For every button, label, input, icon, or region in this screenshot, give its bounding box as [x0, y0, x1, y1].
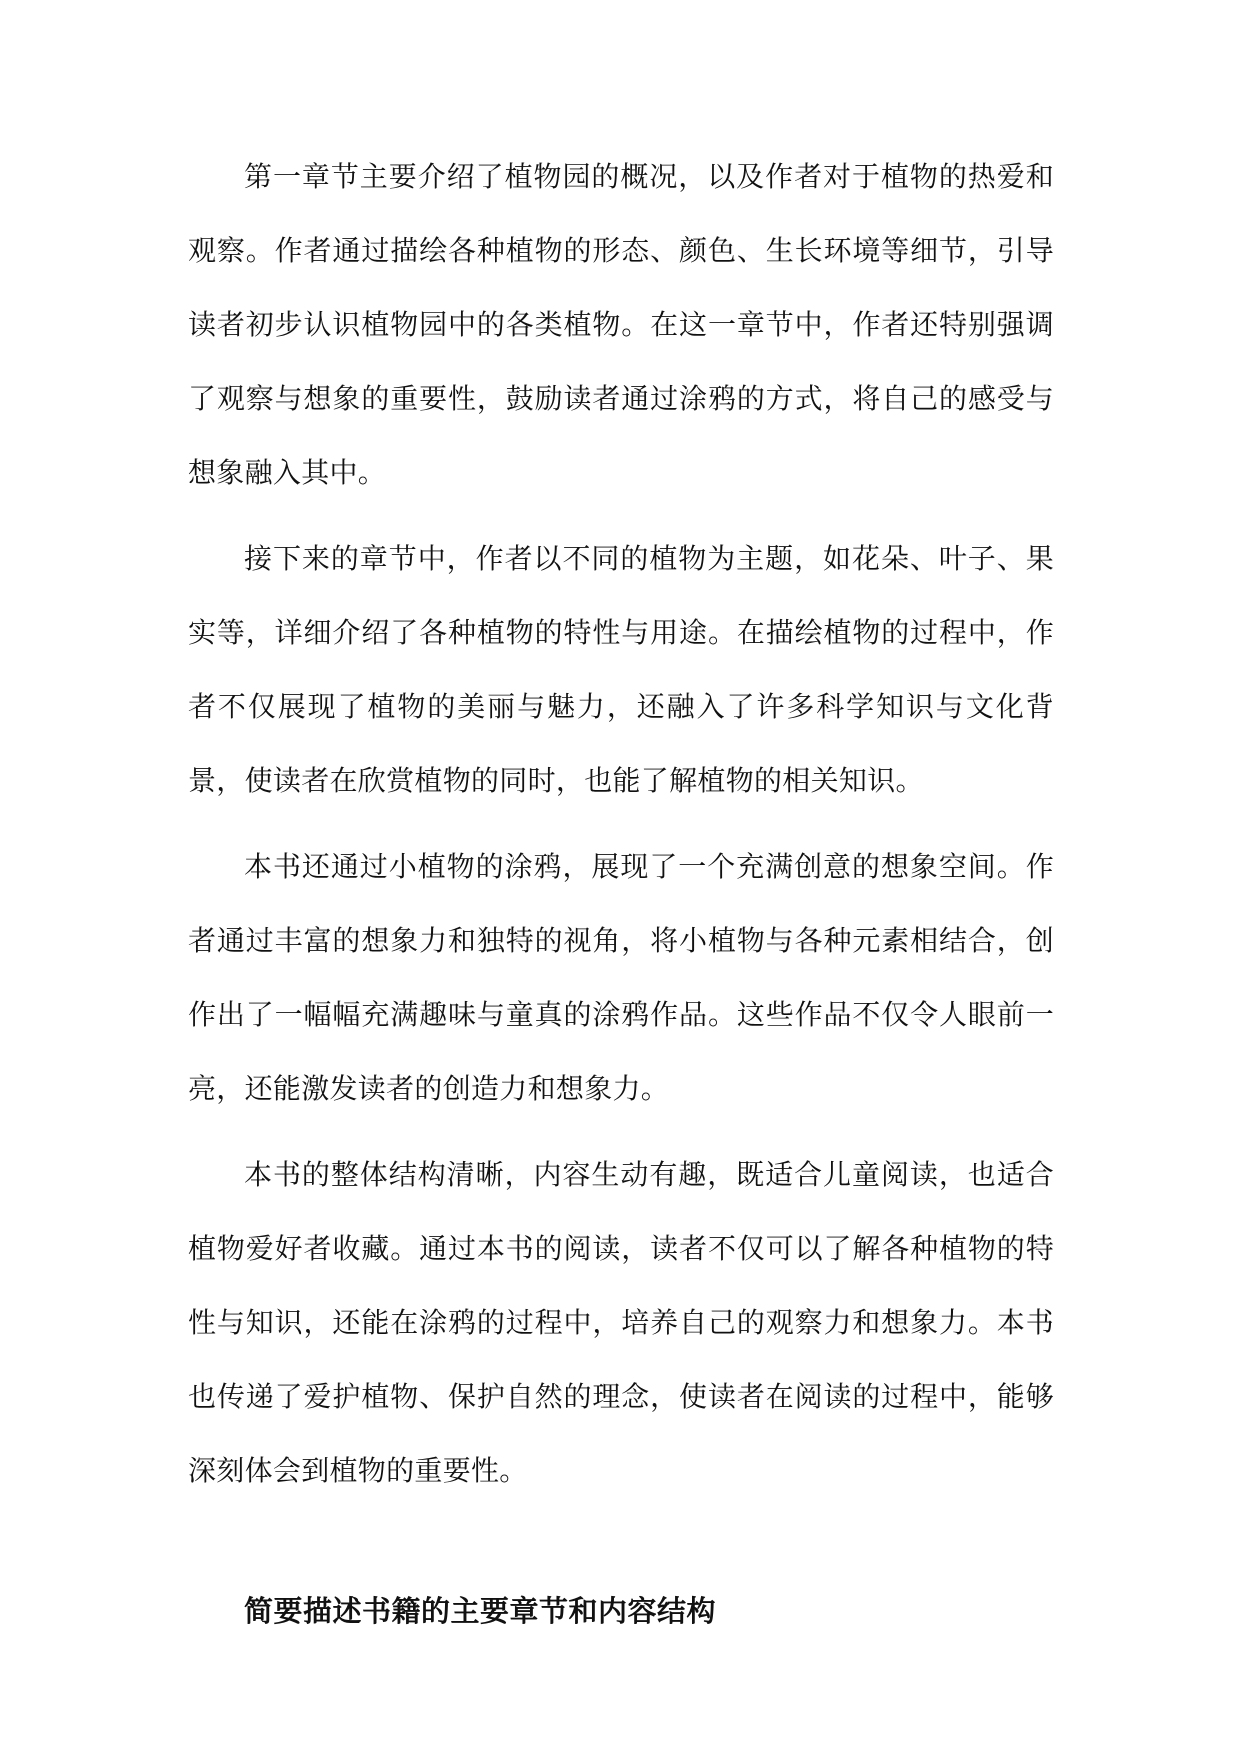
paragraph-overall-structure: 本书的整体结构清晰，内容生动有趣，既适合儿童阅读，也适合植物爱好者收藏。通过本书的阅读，读者不仅可以了解各种植物的特性与知识，还能在涂鸦的过程中，培养自己的观察力和想象力。本书也传递了爱护植物、保护自然的理念，使读者在阅读的过程中，能够深刻体会到植物的重要性。	[188, 1158, 1054, 1487]
paragraph-chapter-one: 第一章节主要介绍了植物园的概况，以及作者对于植物的热爱和观察。作者通过描绘各种植物的形态、颜色、生长环境等细节，引导读者初步认识植物园中的各类植物。在这一章节中，作者还特别强调了观察与想象的重要性，鼓励读者通过涂鸦的方式，将自己的感受与想象融入其中。	[188, 160, 1054, 489]
paragraph-following-chapters: 接下来的章节中，作者以不同的植物为主题，如花朵、叶子、果实等，详细介绍了各种植物的特性与用途。在描绘植物的过程中，作者不仅展现了植物的美丽与魅力，还融入了许多科学知识与文化背景，使读者在欣赏植物的同时，也能了解植物的相关知识。	[188, 542, 1054, 797]
section-heading: 简要描述书籍的主要章节和内容结构	[244, 1594, 717, 1628]
document-body	[188, 140, 1054, 1648]
paragraph-doodles: 本书还通过小植物的涂鸦，展现了一个充满创意的想象空间。作者通过丰富的想象力和独特的视角，将小植物与各种元素相结合，创作出了一幅幅充满趣味与童真的涂鸦作品。这些作品不仅令人眼前一亮，还能激发读者的创造力和想象力。	[188, 850, 1054, 1105]
